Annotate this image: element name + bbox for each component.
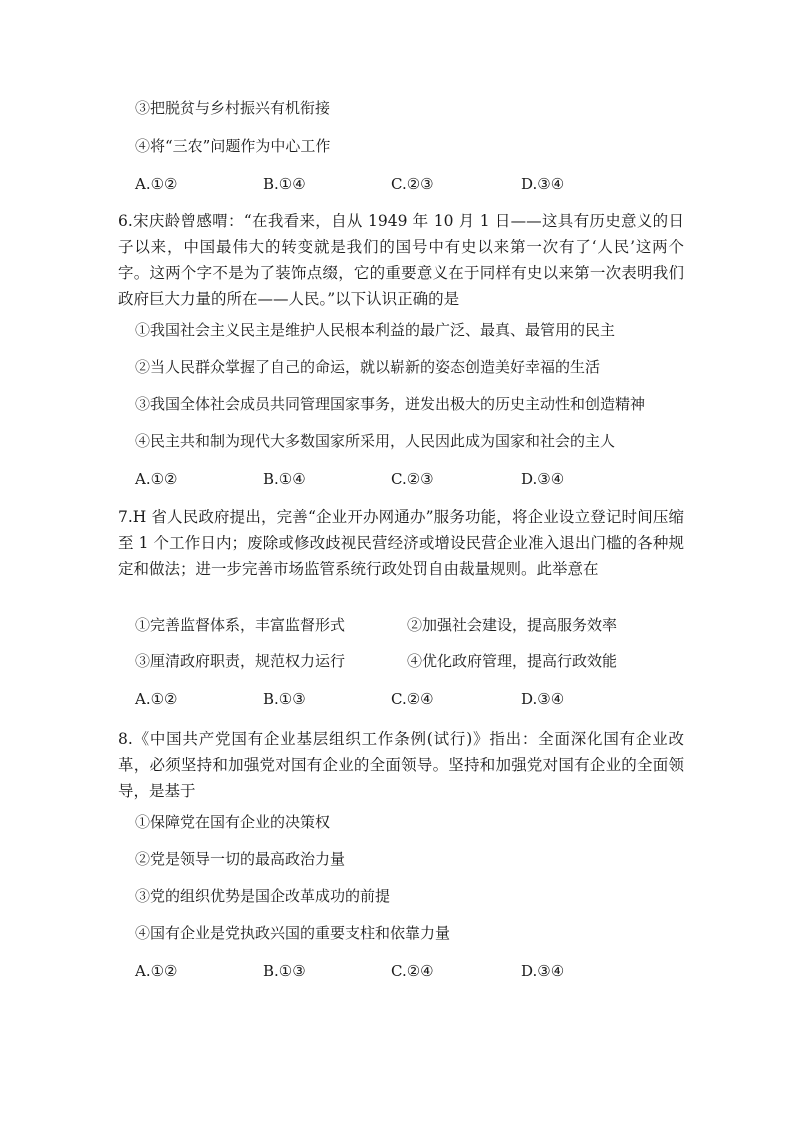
q7-items-row-2: [135, 651, 695, 671]
q8-number: 8.: [118, 730, 133, 748]
q6-item-2: ②当人民群众掌握了自己的命运，就以崭新的姿态创造美好幸福的生活: [135, 358, 601, 376]
q8-option-d[interactable]: D.③④: [521, 962, 565, 980]
q7-item-2: ②加强社会建设，提高服务效率: [407, 616, 618, 634]
q8-item-1: ①保障党在国有企业的决策权: [135, 813, 331, 831]
q6-stem: [118, 208, 684, 312]
q5-option-c[interactable]: C.②③: [391, 175, 434, 193]
q5-options: [135, 174, 695, 194]
q7-item-1: ①完善监督体系，丰富监督形式: [135, 616, 346, 634]
q8-stem: [118, 726, 684, 804]
q6-item-4: ④民主共和制为现代大多数国家所采用，人民因此成为国家和社会的主人: [135, 432, 616, 450]
q7-stem-text: H 省人民政府提出，完善“企业开办网通办”服务功能，将企业设立登记时间压缩至 1 个工作日内；废除或修改歧视民营经济或增设民营企业准入退出门槛的各种规定和做法；进一步完善市场监管系统行政处罚自由裁量规则。此举意在: [118, 508, 684, 578]
q7-item-3: ③厘清政府职责，规范权力运行: [135, 652, 346, 670]
q6-item-3: ③我国全体社会成员共同管理国家事务，迸发出极大的历史主动性和创造精神: [135, 395, 646, 413]
q7-option-d[interactable]: D.③④: [521, 690, 565, 708]
q7-options: [135, 689, 695, 709]
q8-item-4: ④国有企业是党执政兴国的重要支柱和依靠力量: [135, 924, 451, 942]
q5-option-a[interactable]: A.①②: [135, 175, 178, 193]
q7-items-row-1: [135, 615, 695, 635]
q7-option-a[interactable]: A.①②: [135, 690, 178, 708]
q5-option-d[interactable]: D.③④: [521, 175, 565, 193]
q5-option-b[interactable]: B.①④: [263, 175, 306, 193]
q6-options: [135, 469, 695, 489]
q8-item-3: ③党的组织优势是国企改革成功的前提: [135, 887, 391, 905]
q8-option-a[interactable]: A.①②: [135, 962, 178, 980]
q7-option-c[interactable]: C.②④: [391, 690, 434, 708]
q6-option-d[interactable]: D.③④: [521, 470, 565, 488]
q8-options: [135, 961, 695, 981]
q8-item-2: ②党是领导一切的最高政治力量: [135, 850, 346, 868]
q8-stem-text: 《中国共产党国有企业基层组织工作条例(试行)》指出：全面深化国有企业改革，必须坚持和加强党对国有企业的全面领导。坚持和加强党对国有企业的全面领导，是基于: [118, 730, 684, 800]
q6-option-b[interactable]: B.①④: [263, 470, 306, 488]
q7-number: 7.: [118, 508, 133, 526]
q7-stem: [118, 504, 684, 582]
q8-option-b[interactable]: B.①③: [263, 962, 306, 980]
q5-item-4: ④将“三农”问题作为中心工作: [135, 137, 331, 155]
q7-item-4: ④优化政府管理，提高行政效能: [407, 652, 618, 670]
q6-stem-text: 宋庆龄曾感喟：“在我看来，自从 1949 年 10 月 1 日——这具有历史意义的日子以来，中国最伟大的转变就是我们的国号中有史以来第一次有了‘人民’这两个字。这两个字不是为了装饰点缀，它的重要意义在于同样有史以来第一次表明我们政府巨大力量的所在——人民。”以下认识正确的是: [118, 212, 684, 308]
q6-option-a[interactable]: A.①②: [135, 470, 178, 488]
q6-option-c[interactable]: C.②③: [391, 470, 434, 488]
q7-option-b[interactable]: B.①③: [263, 690, 306, 708]
q8-option-c[interactable]: C.②④: [391, 962, 434, 980]
q6-item-1: ①我国社会主义民主是维护人民根本利益的最广泛、最真、最管用的民主: [135, 321, 616, 339]
q5-item-3: ③把脱贫与乡村振兴有机衔接: [135, 99, 331, 117]
q6-number: 6.: [118, 212, 133, 230]
